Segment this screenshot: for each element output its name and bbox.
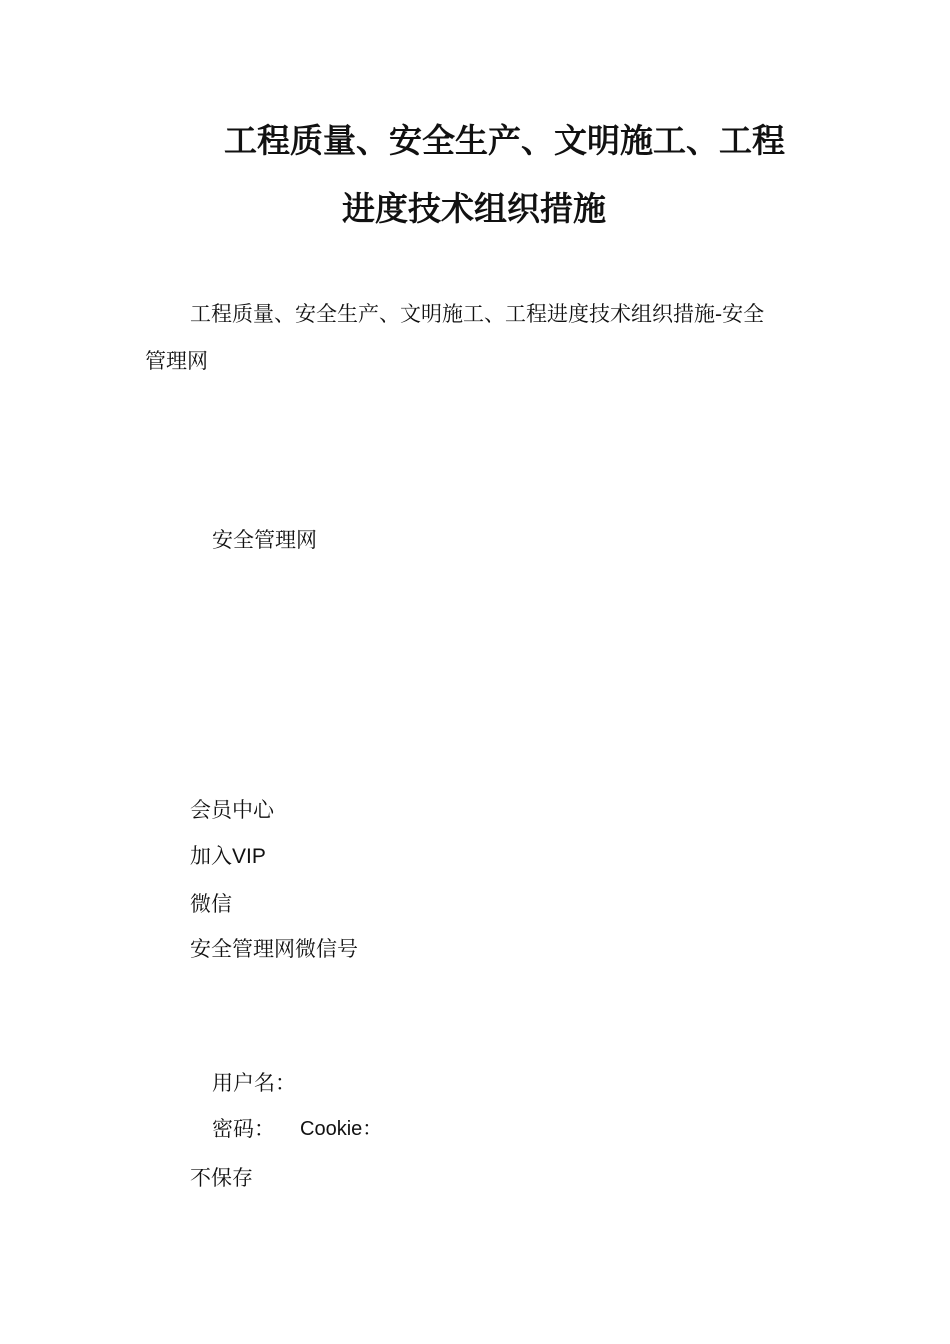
- intro-text-line-1: 工程质量、安全生产、文明施工、工程进度技术组织措施-安全: [190, 302, 765, 326]
- site-name-link[interactable]: 安全管理网: [212, 528, 317, 552]
- intro-text-line-2: 管理网: [145, 349, 208, 373]
- password-label: 密码：: [212, 1117, 275, 1141]
- cookie-option-no-save[interactable]: 不保存: [190, 1166, 253, 1190]
- join-vip-prefix: 加入: [190, 844, 232, 868]
- document-title-line-1: 工程质量、安全生产、文明施工、工程: [224, 121, 785, 160]
- member-center-link[interactable]: 会员中心: [190, 798, 274, 822]
- join-vip-suffix: VIP: [232, 845, 266, 868]
- document-title-line-2: 进度技术组织措施: [342, 189, 606, 228]
- username-label: 用户名：: [212, 1071, 296, 1095]
- join-vip-link[interactable]: [190, 841, 266, 872]
- cookie-label: Cookie：: [300, 1118, 383, 1140]
- wechat-link[interactable]: 微信: [190, 892, 232, 916]
- wechat-id-text: 安全管理网微信号: [190, 937, 358, 961]
